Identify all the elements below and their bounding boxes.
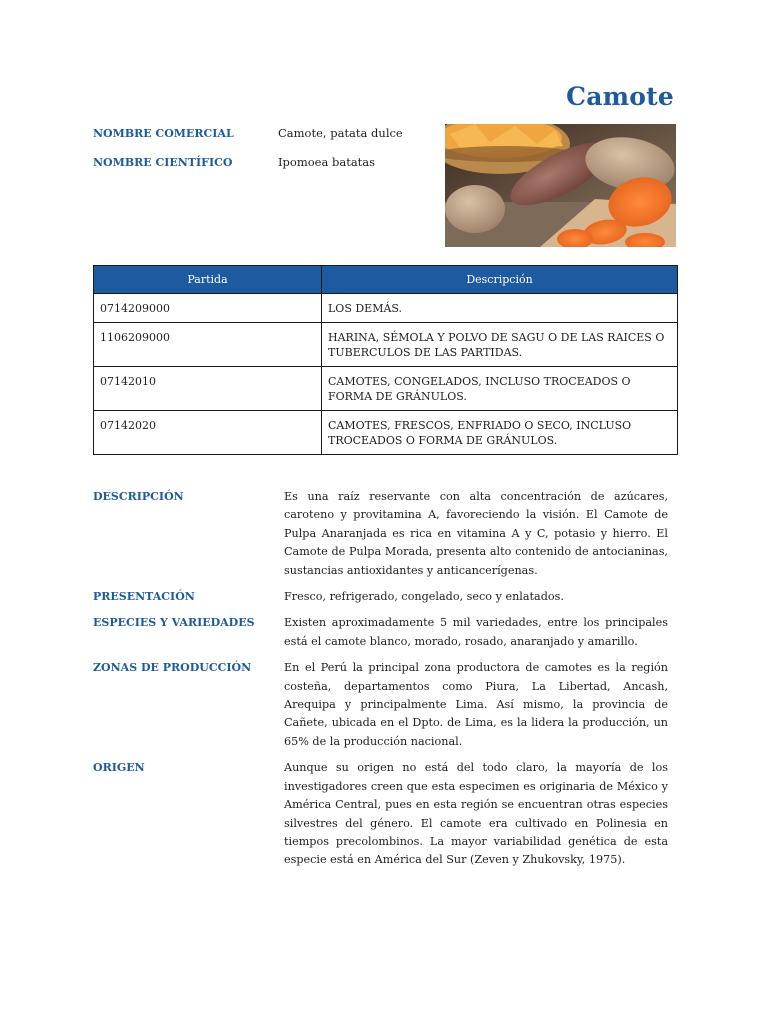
- section-text: En el Perú la principal zona productora de camotes es la región costeña, departamentos como Piura, La Libertad, Ancash, Arequipa y principalmente Lima. Así mismo, la provincia de Cañete, ubicada en el Dpto. de Lima, es la lidera la producción, un 65% de la producción nacional.: [284, 661, 668, 748]
- cell-code: 0714209000: [94, 294, 322, 323]
- section-descripcion: [93, 488, 668, 580]
- table-header-row: [94, 266, 678, 294]
- table-row: [94, 323, 678, 367]
- section-label: ZONAS DE PRODUCCIÓN: [93, 661, 252, 675]
- cell-description: CAMOTES, CONGELADOS, INCLUSO TROCEADOS O FORMA DE GRÁNULOS.: [322, 367, 678, 411]
- section-origen: [93, 759, 668, 869]
- sweet-potato-photo: [445, 124, 676, 247]
- meta-label-scientific-name: NOMBRE CIENTÍFICO: [93, 156, 233, 169]
- section-text: Aunque su origen no está del todo claro, la mayoría de los investigadores creen que esta especimen es originaria de México y América Central, pues en esta región se encuentran otras especies silvestres del género. El camote era cultivado en Polinesia en tiempos precolombinos. La mayor variabilidad genética de esta especie está en América del Sur (Zeven y Zhukovsky, 1975).: [284, 761, 668, 867]
- cell-description: LOS DEMÁS.: [322, 294, 678, 323]
- column-header-partida: Partida: [94, 266, 322, 294]
- cell-description: CAMOTES, FRESCOS, ENFRIADO O SECO, INCLUSO TROCEADOS O FORMA DE GRÁNULOS.: [322, 411, 678, 455]
- cell-code: 07142010: [94, 367, 322, 411]
- section-text: Es una raíz reservante con alta concentración de azúcares, caroteno y provitamina A, favoreciendo la visión. El Camote de Pulpa Anaranjada es rica en vitamina A y C, potasio y hierro. El Camote de Pulpa Morada, presenta alto contenido de antocianinas, sustancias antioxidantes y anticancerígenas.: [284, 490, 668, 577]
- cell-description: HARINA, SÉMOLA Y POLVO DE SAGU O DE LAS RAICES O TUBERCULOS DE LAS PARTIDAS.: [322, 323, 678, 367]
- section-zonas-produccion: [93, 659, 668, 751]
- cell-code: 1106209000: [94, 323, 322, 367]
- section-label: ORIGEN: [93, 761, 145, 775]
- meta-label-commercial-name: NOMBRE COMERCIAL: [93, 127, 234, 140]
- cell-code: 07142020: [94, 411, 322, 455]
- table-row: [94, 294, 678, 323]
- section-especies-variedades: [93, 614, 668, 651]
- meta-value-commercial-name: Camote, patata dulce: [278, 126, 403, 140]
- tariff-table: [93, 265, 678, 455]
- meta-value-scientific-name: Ipomoea batatas: [278, 155, 376, 169]
- section-text: Fresco, refrigerado, congelado, seco y enlatados.: [284, 590, 564, 604]
- page-title: Camote: [566, 82, 674, 111]
- section-label: ESPECIES Y VARIEDADES: [93, 616, 255, 630]
- info-sections: [93, 488, 668, 878]
- column-header-descripcion: Descripción: [322, 266, 678, 294]
- table-row: [94, 411, 678, 455]
- section-presentacion: [93, 588, 668, 606]
- section-label: DESCRIPCIÓN: [93, 490, 184, 503]
- table-row: [94, 367, 678, 411]
- section-label: PRESENTACIÓN: [93, 590, 195, 604]
- section-text: Existen aproximadamente 5 mil variedades, entre los principales está el camote blanco, morado, rosado, anaranjado y amarillo.: [284, 616, 668, 648]
